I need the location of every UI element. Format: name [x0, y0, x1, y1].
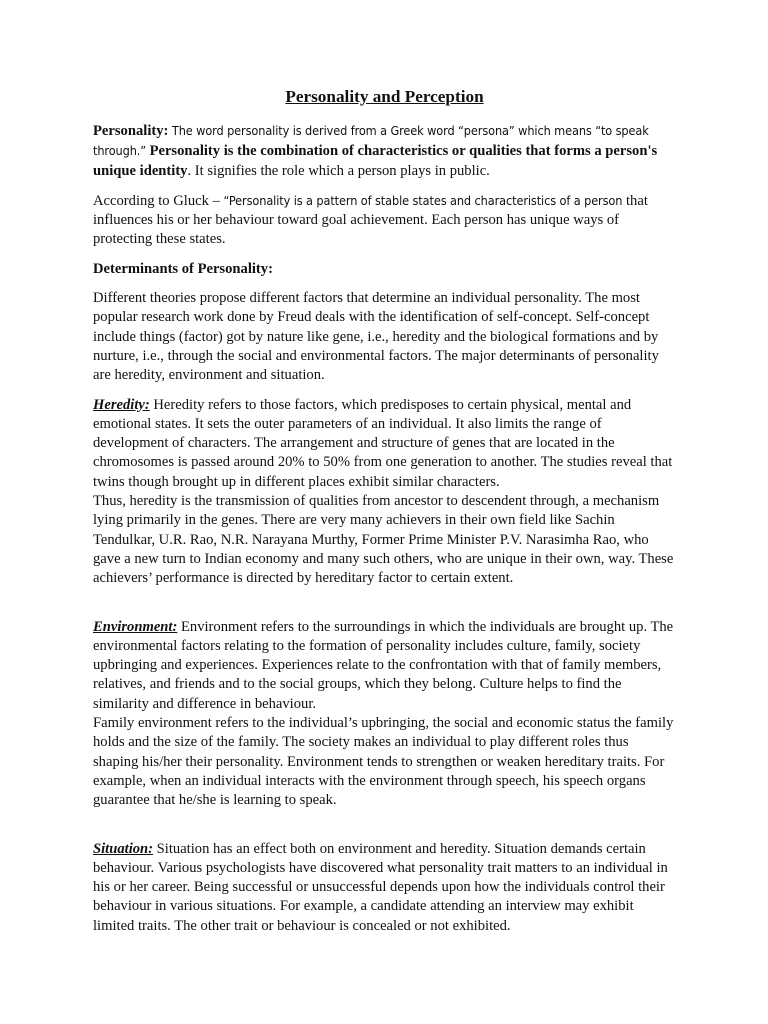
- environment-paragraph: [93, 618, 676, 714]
- environment-text-1: Environment refers to the surroundings in which the individuals are brought up. The environmental factors relating to the formation of personality includes culture, family, society upbringing and experiences. Experiences relate to the confrontation with that of family members, relatives, and friends and to the social groups, which they belong. Culture helps to find the similarity and difference in behaviour.: [93, 618, 674, 712]
- environment-paragraph-2: Family environment refers to the individual’s upbringing, the social and economic status the family holds and the size of the family. The society makes an individual to play different roles thus shaping his/her their personality. Environment tends to strengthen or weaken hereditary traits. For example, when an individual interacts with the environment through speech, his speech organs guarantee that he/she is learning to speak.: [93, 715, 674, 809]
- environment-label: Environment:: [93, 618, 178, 635]
- heredity-label: Heredity:: [93, 396, 150, 413]
- personality-text-2: . It signifies the role which a person plays in public.: [187, 162, 490, 179]
- gluck-paragraph: [93, 191, 676, 250]
- situation-text-1: Situation has an effect both on environment and heredity. Situation demands certain behaviour. Various psychologists have discovered what personality trait matters to an individual in his or her career. Being successful or unsuccessful depends upon how the individuals control their behaviour in various situations. For example, a candidate attending an interview may exhibit limited traits. The other trait or behaviour is concealed or not exhibited.: [93, 840, 668, 934]
- situation-label: Situation:: [93, 840, 154, 857]
- page-title: Personality and Perception: [285, 87, 484, 106]
- heredity-paragraph: [93, 396, 676, 492]
- heredity-paragraph-2: Thus, heredity is the transmission of qualities from ancestor to descendent through, a mechanism lying primarily in the genes. There are very many achievers in their own field like Sachin Tendulkar, U.R. Rao, N.R. Narayana Murthy, Former Prime Minister P.V. Narasimha Rao, who gave a new turn to Indian economy and many such others, who are unique in their own, way. These achievers’ performance is directed by hereditary factor to certain extent.: [93, 493, 674, 587]
- determinants-paragraph: Different theories propose different factors that determine an individual personality. The most popular research work done by Freud deals with the identification of self-concept. Self-concept include things (factor) got by nature like gene, i.e., heredity and the biological formations and by nurture, i.e., through the social and environmental factors. The major determinants of personality are heredity, environment and situation.: [93, 290, 659, 384]
- determinants-heading: Determinants of Personality:: [93, 260, 273, 277]
- personality-paragraph: [93, 121, 676, 181]
- heredity-text-1: Heredity refers to those factors, which predisposes to certain physical, mental and emotional states. It sets the outer parameters of an individual. It also limits the range of development of characters. The arrangement and structure of genes that are located in the chromosomes is passed around 20% to 50% from one generation to another. The studies reveal that twins though brought up in different places exhibit similar characters.: [93, 396, 673, 490]
- gluck-rest: that influences his or her behaviour toward goal achievement. Each person has unique ways of protecting these states.: [93, 192, 648, 248]
- personality-definition: Personality is the combination of characteristics or qualities that forms a person's unique identity: [93, 143, 658, 179]
- gluck-lead: According to Gluck –: [93, 192, 224, 209]
- personality-label: Personality:: [93, 123, 169, 139]
- gluck-quote: “Personality is a pattern of stable states and characteristics of a person: [223, 192, 623, 208]
- situation-paragraph: [93, 840, 676, 936]
- personality-text-1: The word personality is derived from a Greek word “persona” which means “to speak through.”: [93, 123, 649, 159]
